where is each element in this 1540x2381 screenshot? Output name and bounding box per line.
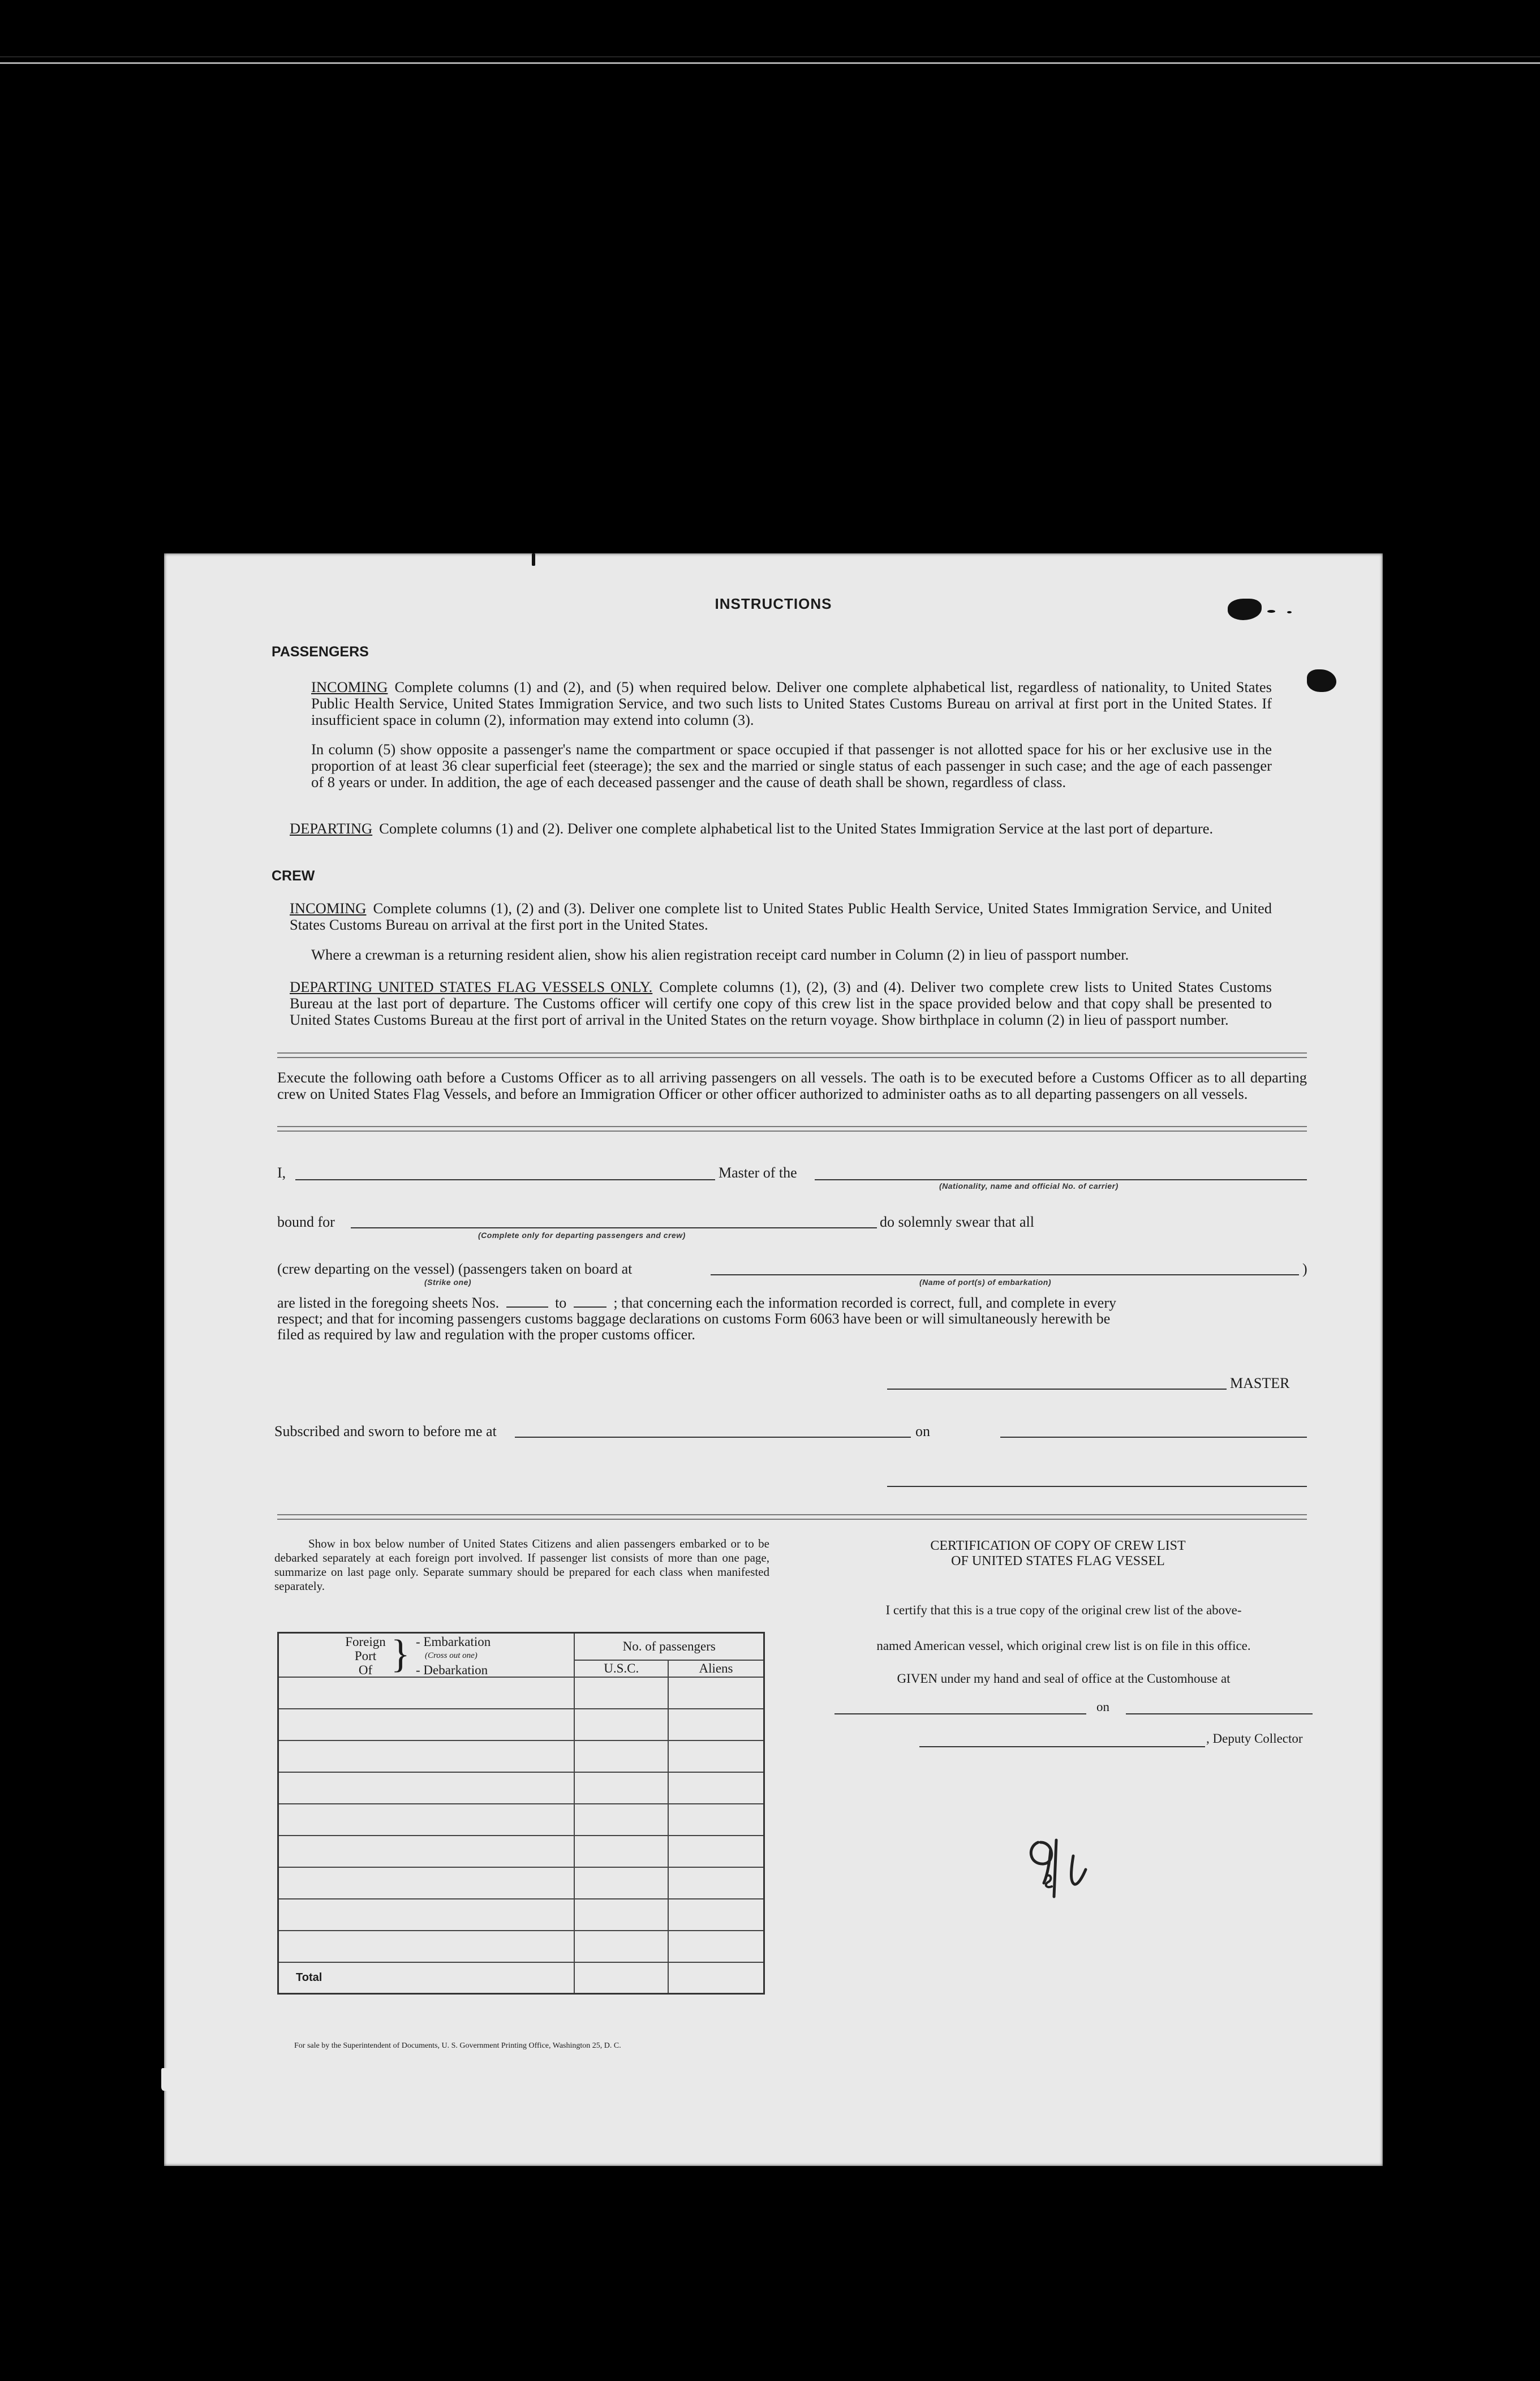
listed-sheets-line3: filed as required by law and regulation with the proper customs officer.: [277, 1326, 695, 1343]
usc-cell[interactable]: [574, 1931, 668, 1962]
master-signature-label: MASTER: [1230, 1375, 1290, 1391]
total-row: [278, 1962, 764, 1994]
to-label: to: [555, 1295, 567, 1311]
officer-signature-field[interactable]: [887, 1486, 1307, 1487]
scan-edge-line: [0, 62, 1540, 64]
foreign-port-header: [278, 1633, 575, 1677]
aliens-cell[interactable]: [668, 1709, 764, 1740]
certification-date-field[interactable]: [1126, 1713, 1313, 1714]
passengers-incoming-paragraph: [311, 679, 1272, 728]
foreign-label: Foreign: [345, 1635, 386, 1649]
port-cell[interactable]: [278, 1772, 575, 1804]
divider: [277, 1514, 1307, 1520]
usc-cell[interactable]: [574, 1899, 668, 1931]
table-row: [278, 1931, 764, 1962]
incoming-text: Complete columns (1) and (2), and (5) when required below. Deliver one complete alphabetical list, regardless of nationality, to United States Public Health Service, United States Immigration Service, and two such lists to United States Customs Bureau on arrival at first port in the United States. If insufficient space in column (2), information may extend into column (3).: [311, 678, 1272, 728]
aliens-cell[interactable]: [668, 1677, 764, 1709]
divider: [277, 1126, 1307, 1132]
aliens-header: Aliens: [668, 1660, 764, 1677]
solemnly-swear-text: do solemnly swear that all: [880, 1214, 1034, 1230]
listed-sheets-text: [277, 1295, 1116, 1312]
usc-cell[interactable]: [574, 1709, 668, 1740]
certification-on-label: on: [1096, 1700, 1109, 1714]
incoming-label: INCOMING: [311, 678, 388, 695]
ink-blot: [1307, 669, 1336, 692]
ink-blot: [532, 553, 535, 566]
usc-cell[interactable]: [574, 1677, 668, 1709]
aliens-cell[interactable]: [668, 1867, 764, 1899]
printing-office-footer: For sale by the Superintendent of Documents, U. S. Government Printing Office, Washington 25, D. C.: [294, 2042, 621, 2050]
certification-line-2: named American vessel, which original crew list is on file in this office.: [876, 1639, 1251, 1653]
master-of-label: Master of the: [719, 1164, 797, 1181]
crew-departing-text: Complete columns (1), (2), (3) and (4). Deliver two complete crew lists to United States Customs Bureau at the last port of departure. The Customs officer will certify one copy of this crew list in the space provided below and that copy shall be presented to United States Customs Bureau at the first port of arrival in the United States on the return voyage. Show birthplace in column (2) in lieu of passport number.: [290, 978, 1272, 1028]
oath-instructions: Execute the following oath before a Customs Officer as to all arriving passengers on all vessels. The oath is to be executed before a Customs Officer as to all departing crew on United States Flag Vessels, and before an Immigration Officer or other officer authorized to administer oaths as to all departing passengers on all vessels.: [277, 1069, 1307, 1102]
bound-for-caption: (Complete only for departing passengers and crew): [478, 1231, 686, 1240]
departing-label: DEPARTING: [290, 820, 373, 837]
crew-departing-paragraph: [290, 979, 1272, 1028]
usc-cell[interactable]: [574, 1836, 668, 1867]
subscribed-at-field[interactable]: [515, 1437, 911, 1438]
aliens-cell[interactable]: [668, 1740, 764, 1772]
nationality-caption: (Nationality, name and official No. of carrier): [939, 1181, 1119, 1190]
certification-line-3: GIVEN under my hand and seal of office at the Customhouse at: [897, 1671, 1231, 1686]
strike-one-caption: (Strike one): [424, 1278, 472, 1287]
embarkation-port-field[interactable]: [711, 1274, 1299, 1275]
port-cell[interactable]: [278, 1899, 575, 1931]
crew-departing-label: DEPARTING UNITED STATES FLAG VESSELS ONLY.: [290, 978, 653, 995]
certification-title-1: CERTIFICATION OF COPY OF CREW LIST: [930, 1538, 1186, 1553]
port-cell[interactable]: [278, 1867, 575, 1899]
deputy-collector-signature[interactable]: [919, 1746, 1205, 1747]
aliens-cell[interactable]: [668, 1899, 764, 1931]
certification-title-2: OF UNITED STATES FLAG VESSEL: [951, 1554, 1165, 1568]
subscribed-on-label: on: [915, 1423, 930, 1439]
aliens-cell[interactable]: [668, 1931, 764, 1962]
crew-departing-text: (crew departing on the vessel) (passengers taken on board at: [277, 1261, 633, 1277]
table-row: [278, 1740, 764, 1772]
table-row: [278, 1836, 764, 1867]
total-usc-cell[interactable]: [574, 1962, 668, 1994]
passengers-column5-paragraph: In column (5) show opposite a passenger's name the compartment or space occupied if that passenger is not allotted space for his or her exclusive use in the proportion of at least 36 clear superficial feet (steerage); the sex and the married or single status of each passenger in such case; and the age of each passenger of 8 years or under. In addition, the age of each deceased passenger and the cause of death shall be shown, regardless of class.: [311, 741, 1272, 790]
sheet-to-field[interactable]: [574, 1306, 606, 1308]
subscribed-date-field[interactable]: [1000, 1437, 1307, 1438]
table-row: [278, 1709, 764, 1740]
ports-caption: (Name of port(s) of embarkation): [919, 1278, 1052, 1287]
deputy-collector-label: , Deputy Collector: [1206, 1731, 1303, 1746]
usc-cell[interactable]: [574, 1867, 668, 1899]
master-signature-field[interactable]: [887, 1389, 1227, 1390]
port-cell[interactable]: [278, 1931, 575, 1962]
port-cell[interactable]: [278, 1709, 575, 1740]
table-row: [278, 1677, 764, 1709]
port-cell[interactable]: [278, 1740, 575, 1772]
close-paren: ): [1302, 1261, 1307, 1277]
table-row: [278, 1899, 764, 1931]
aliens-cell[interactable]: [668, 1772, 764, 1804]
subscribed-label: Subscribed and sworn to before me at: [274, 1423, 497, 1439]
table-row: [278, 1772, 764, 1804]
handwritten-sheet-number: [1021, 1830, 1095, 1903]
instructions-title: INSTRUCTIONS: [715, 595, 832, 612]
port-cell[interactable]: [278, 1804, 575, 1836]
debarkation-label: - Debarkation: [416, 1663, 488, 1677]
passengers-departing-paragraph: [290, 820, 1272, 837]
usc-cell[interactable]: [574, 1772, 668, 1804]
table-row: [278, 1867, 764, 1899]
total-label: Total: [278, 1962, 575, 1994]
crew-incoming-text: Complete columns (1), (2) and (3). Deliver one complete list to United States Public Health Service, United States Immigration Service, and United States Customs Bureau on arrival at the first port in the United States.: [290, 900, 1272, 933]
crew-incoming-label: INCOMING: [290, 900, 367, 917]
sheet-from-field[interactable]: [506, 1306, 548, 1308]
master-name-field[interactable]: [295, 1179, 715, 1180]
certification-line-1: I certify that this is a true copy of the original crew list of the above-: [885, 1603, 1242, 1617]
bound-for-field[interactable]: [351, 1227, 877, 1228]
passenger-summary-table: [277, 1632, 765, 1995]
crew-returning-paragraph: Where a crewman is a returning resident alien, show his alien registration receipt card number in Column (2) in lieu of passport number.: [311, 946, 1129, 963]
listed-sheets-label: are listed in the foregoing sheets Nos.: [277, 1295, 500, 1311]
port-cell[interactable]: [278, 1836, 575, 1867]
customhouse-field[interactable]: [834, 1713, 1086, 1714]
usc-cell[interactable]: [574, 1740, 668, 1772]
form-page: [164, 553, 1383, 2166]
passengers-heading: PASSENGERS: [272, 644, 369, 660]
divider: [277, 1052, 1307, 1058]
aliens-cell[interactable]: [668, 1804, 764, 1836]
listed-sheets-line2: respect; and that for incoming passengers customs baggage declarations on customs Form 6063 have been or will simultaneously herewith be: [277, 1310, 1111, 1327]
summary-instructions: Show in box below number of United States Citizens and alien passengers embarked or to be debarked separately at each foreign port involved. If passenger list consists of more than one page, summarize on last page only. Separate summary should be prepared for each class when manifested separately.: [274, 1537, 769, 1593]
total-aliens-cell[interactable]: [668, 1962, 764, 1994]
usc-cell[interactable]: [574, 1804, 668, 1836]
brace-glyph: }: [391, 1632, 410, 1676]
table-row: [278, 1804, 764, 1836]
port-label: Port: [354, 1649, 377, 1663]
port-cell[interactable]: [278, 1677, 575, 1709]
no-passengers-header: No. of passengers: [574, 1633, 764, 1660]
aliens-cell[interactable]: [668, 1836, 764, 1867]
usc-header: U.S.C.: [574, 1660, 668, 1677]
carrier-field[interactable]: [815, 1179, 1307, 1180]
cross-out-label: (Cross out one): [425, 1651, 478, 1660]
embarkation-label: - Embarkation: [416, 1635, 491, 1649]
listed-sheets-cont: ; that concerning each the information recorded is correct, full, and complete in every: [613, 1295, 1116, 1311]
of-label: Of: [358, 1663, 373, 1677]
crew-heading: CREW: [272, 868, 315, 884]
oath-i-label: I,: [277, 1164, 286, 1181]
crew-incoming-paragraph: [290, 900, 1272, 933]
bound-for-label: bound for: [277, 1214, 335, 1230]
departing-text: Complete columns (1) and (2). Deliver one complete alphabetical list to the United States Immigration Service at the last port of departure.: [379, 820, 1214, 837]
